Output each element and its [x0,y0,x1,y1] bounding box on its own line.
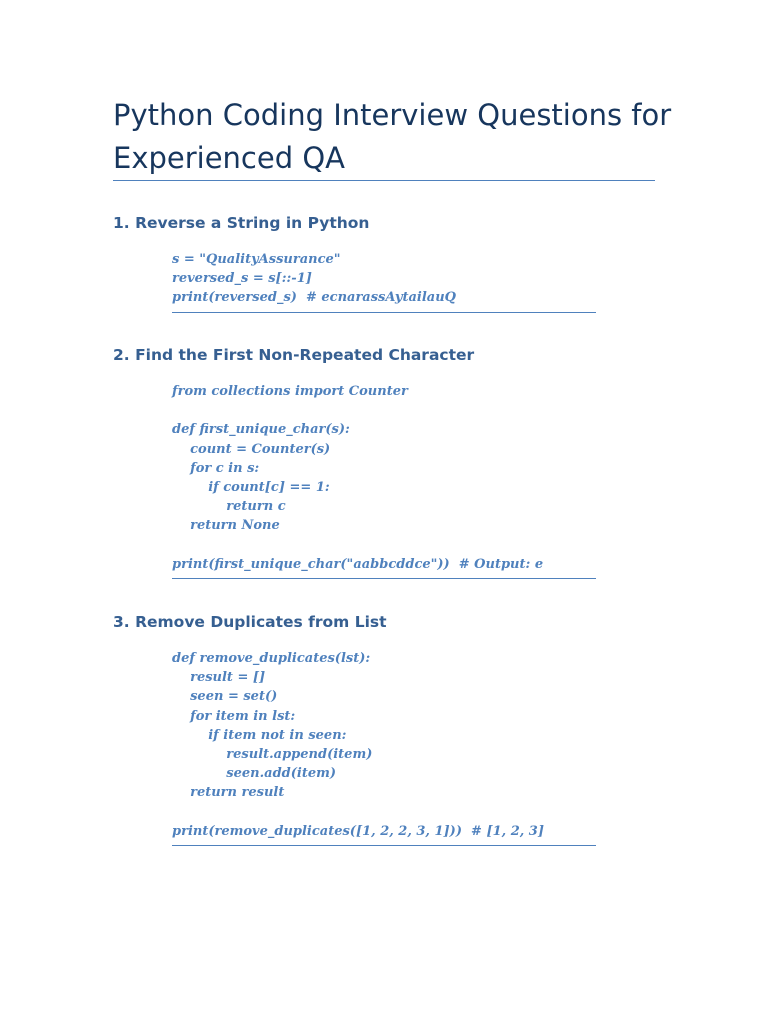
code-line: return result [172,785,285,801]
section-heading-reverse-string: 1. Reverse a String in Python [113,214,370,232]
code-line: if count[c] == 1: [172,479,330,495]
code-line: def remove_duplicates(lst): [172,651,371,666]
code-line: for c in s: [172,460,260,476]
code-line: s = "QualityAssurance" [172,252,341,267]
code-line [172,536,596,555]
code-block-first-unique-char [172,382,596,579]
code-line: return c [172,499,286,515]
code-line: reversed_s = s[::-1] [172,271,312,287]
code-line: print(reversed_s) # ecnarassAytailauQ [172,290,456,306]
code-line: return None [172,518,280,534]
code-line [172,401,596,420]
code-line: seen.add(item) [172,766,337,782]
title-underline [113,180,655,181]
code-line: for item in lst: [172,708,296,724]
code-line: from collections import Counter [172,384,408,399]
code-block-remove-duplicates [172,649,596,846]
code-line: print(first_unique_char("aabbcddce")) # Output: e [172,556,544,572]
section-heading-first-unique-char: 2. Find the First Non-Repeated Character [113,346,475,364]
code-line [172,803,596,822]
code-line: if item not in seen: [172,727,347,743]
code-line: result.append(item) [172,746,373,762]
section-heading-remove-duplicates: 3. Remove Duplicates from List [113,613,387,631]
code-block-reverse-string [172,250,596,313]
code-line: print(remove_duplicates([1, 2, 2, 3, 1])) # [1, 2, 3] [172,823,544,839]
code-line: seen = set() [172,689,278,705]
code-line: def first_unique_char(s): [172,422,350,438]
code-line: result = [] [172,670,266,686]
document-title: Python Coding Interview Questions for Experienced QA [113,98,672,175]
code-line: count = Counter(s) [172,441,331,457]
